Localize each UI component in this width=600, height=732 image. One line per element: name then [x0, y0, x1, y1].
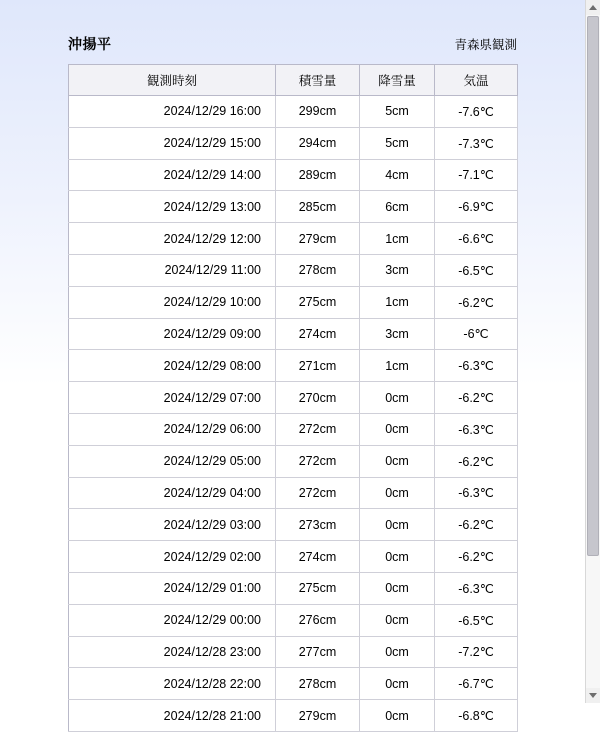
- cell-snow-depth: 285cm: [276, 191, 360, 223]
- cell-snow-depth: 289cm: [276, 159, 360, 191]
- cell-snow-depth: 278cm: [276, 668, 360, 700]
- cell-temperature: -6.2℃: [435, 509, 518, 541]
- cell-time: 2024/12/29 12:00: [69, 223, 276, 255]
- cell-snow-depth: 279cm: [276, 223, 360, 255]
- table-row: [69, 382, 518, 414]
- table-row: [69, 286, 518, 318]
- column-header-snowfall: 降雪量: [360, 65, 435, 96]
- cell-snowfall: 5cm: [360, 127, 435, 159]
- cell-temperature: -6.5℃: [435, 604, 518, 636]
- cell-snowfall: 0cm: [360, 445, 435, 477]
- cell-temperature: -6.2℃: [435, 286, 518, 318]
- cell-snowfall: 0cm: [360, 541, 435, 573]
- table-row: [69, 700, 518, 732]
- cell-snow-depth: 276cm: [276, 604, 360, 636]
- table-row: [69, 572, 518, 604]
- cell-snow-depth: 275cm: [276, 286, 360, 318]
- cell-temperature: -7.2℃: [435, 636, 518, 668]
- cell-time: 2024/12/29 00:00: [69, 604, 276, 636]
- cell-snowfall: 0cm: [360, 668, 435, 700]
- cell-temperature: -6.2℃: [435, 541, 518, 573]
- cell-snowfall: 3cm: [360, 318, 435, 350]
- cell-snowfall: 5cm: [360, 96, 435, 128]
- table-row: [69, 254, 518, 286]
- cell-time: 2024/12/29 02:00: [69, 541, 276, 573]
- cell-time: 2024/12/29 03:00: [69, 509, 276, 541]
- table-row: [69, 509, 518, 541]
- scrollbar-thumb[interactable]: [587, 16, 599, 556]
- cell-snowfall: 4cm: [360, 159, 435, 191]
- cell-temperature: -6.2℃: [435, 445, 518, 477]
- cell-snow-depth: 294cm: [276, 127, 360, 159]
- data-source-label: 青森県観測: [454, 38, 517, 52]
- cell-time: 2024/12/29 01:00: [69, 572, 276, 604]
- cell-temperature: -6.5℃: [435, 254, 518, 286]
- table-row: [69, 604, 518, 636]
- cell-snowfall: 0cm: [360, 382, 435, 414]
- chevron-up-icon: [589, 5, 597, 10]
- header: [68, 34, 517, 54]
- cell-snowfall: 0cm: [360, 572, 435, 604]
- cell-time: 2024/12/29 11:00: [69, 254, 276, 286]
- cell-snow-depth: 270cm: [276, 382, 360, 414]
- cell-snowfall: 3cm: [360, 254, 435, 286]
- cell-snowfall: 0cm: [360, 413, 435, 445]
- cell-snowfall: 0cm: [360, 477, 435, 509]
- cell-snow-depth: 278cm: [276, 254, 360, 286]
- table-row: [69, 350, 518, 382]
- cell-snowfall: 0cm: [360, 604, 435, 636]
- scroll-down-button[interactable]: [586, 688, 600, 703]
- cell-time: 2024/12/29 14:00: [69, 159, 276, 191]
- cell-snow-depth: 279cm: [276, 700, 360, 732]
- cell-snow-depth: 272cm: [276, 445, 360, 477]
- observation-table: [68, 64, 518, 732]
- table-row: [69, 413, 518, 445]
- column-header-snow-depth: 積雪量: [276, 65, 360, 96]
- cell-temperature: -6.3℃: [435, 413, 518, 445]
- cell-time: 2024/12/29 10:00: [69, 286, 276, 318]
- cell-temperature: -6.3℃: [435, 350, 518, 382]
- cell-time: 2024/12/29 09:00: [69, 318, 276, 350]
- table-body: [69, 96, 518, 732]
- vertical-scrollbar[interactable]: [585, 0, 600, 703]
- cell-snow-depth: 274cm: [276, 541, 360, 573]
- cell-snow-depth: 272cm: [276, 413, 360, 445]
- cell-snowfall: 1cm: [360, 350, 435, 382]
- cell-snow-depth: 271cm: [276, 350, 360, 382]
- cell-snow-depth: 277cm: [276, 636, 360, 668]
- cell-temperature: -6.6℃: [435, 223, 518, 255]
- cell-time: 2024/12/28 22:00: [69, 668, 276, 700]
- cell-snowfall: 6cm: [360, 191, 435, 223]
- scroll-up-button[interactable]: [586, 0, 600, 15]
- cell-time: 2024/12/29 04:00: [69, 477, 276, 509]
- table-row: [69, 445, 518, 477]
- cell-time: 2024/12/29 13:00: [69, 191, 276, 223]
- table-row: [69, 127, 518, 159]
- cell-time: 2024/12/29 15:00: [69, 127, 276, 159]
- cell-temperature: -6.9℃: [435, 191, 518, 223]
- cell-time: 2024/12/29 06:00: [69, 413, 276, 445]
- cell-temperature: -6.8℃: [435, 700, 518, 732]
- table-row: [69, 541, 518, 573]
- table-row: [69, 318, 518, 350]
- cell-time: 2024/12/29 05:00: [69, 445, 276, 477]
- cell-snow-depth: 272cm: [276, 477, 360, 509]
- column-header-time: 観測時刻: [69, 65, 276, 96]
- cell-time: 2024/12/28 21:00: [69, 700, 276, 732]
- table-row: [69, 668, 518, 700]
- cell-snow-depth: 275cm: [276, 572, 360, 604]
- cell-snowfall: 1cm: [360, 286, 435, 318]
- chevron-down-icon: [589, 693, 597, 698]
- cell-snow-depth: 273cm: [276, 509, 360, 541]
- cell-temperature: -7.3℃: [435, 127, 518, 159]
- table-row: [69, 191, 518, 223]
- cell-temperature: -6℃: [435, 318, 518, 350]
- cell-temperature: -7.1℃: [435, 159, 518, 191]
- cell-temperature: -6.3℃: [435, 572, 518, 604]
- cell-time: 2024/12/28 23:00: [69, 636, 276, 668]
- cell-snowfall: 0cm: [360, 636, 435, 668]
- cell-snow-depth: 274cm: [276, 318, 360, 350]
- table-row: [69, 636, 518, 668]
- cell-snowfall: 1cm: [360, 223, 435, 255]
- cell-temperature: -7.6℃: [435, 96, 518, 128]
- cell-temperature: -6.3℃: [435, 477, 518, 509]
- cell-snow-depth: 299cm: [276, 96, 360, 128]
- column-header-temperature: 気温: [435, 65, 518, 96]
- cell-time: 2024/12/29 16:00: [69, 96, 276, 128]
- table-row: [69, 477, 518, 509]
- cell-snowfall: 0cm: [360, 509, 435, 541]
- table-header-row: [69, 65, 518, 96]
- table-row: [69, 223, 518, 255]
- table-row: [69, 159, 518, 191]
- cell-temperature: -6.2℃: [435, 382, 518, 414]
- page-title: 沖揚平: [68, 36, 112, 52]
- cell-temperature: -6.7℃: [435, 668, 518, 700]
- cell-snowfall: 0cm: [360, 700, 435, 732]
- table-row: [69, 96, 518, 128]
- cell-time: 2024/12/29 07:00: [69, 382, 276, 414]
- cell-time: 2024/12/29 08:00: [69, 350, 276, 382]
